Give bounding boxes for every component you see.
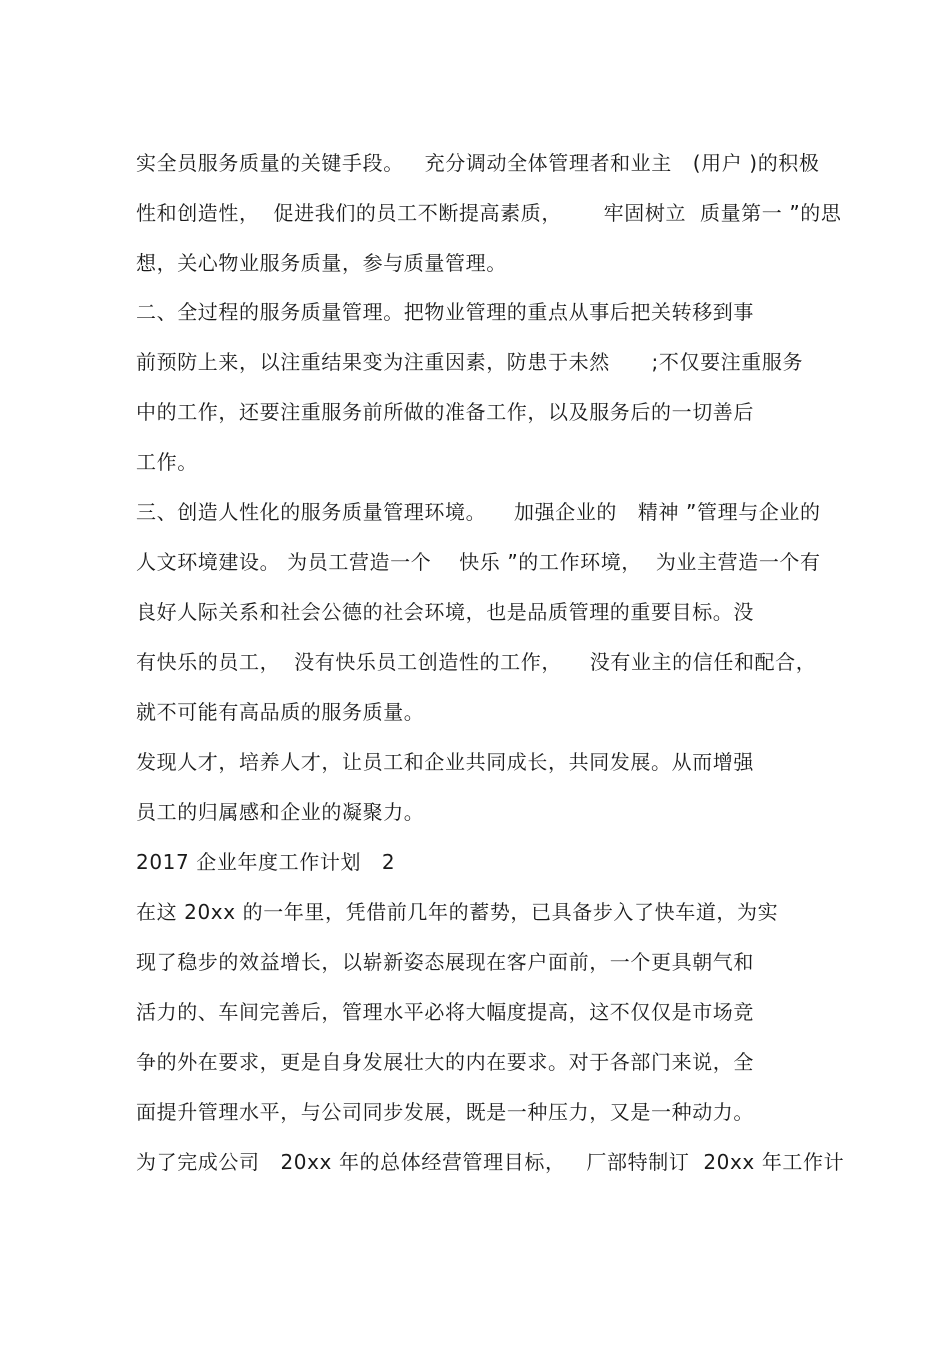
text-line: 员工的归属感和企业的凝聚力。	[136, 800, 425, 824]
text-line: 就不可能有高品质的服务质量。	[136, 700, 425, 724]
text-line: 良好人际关系和社会公德的社会环境，也是品质管理的重要目标。没	[136, 600, 754, 624]
text-line: 活力的、车间完善后，管理水平必将大幅度提高，这不仅仅是市场竞	[136, 1000, 754, 1024]
text-line: 工作。	[136, 450, 198, 474]
text-line: 人文环境建设。 为员工营造一个 快乐 ”的工作环境， 为业主营造一个有	[136, 550, 821, 574]
text-line: 二、全过程的服务质量管理。把物业管理的重点从事后把关转移到事	[136, 300, 754, 324]
text-line: 实全员服务质量的关键手段。 充分调动全体管理者和业主 (用户 )的积极	[136, 151, 820, 175]
text-line: 想，关心物业服务质量，参与质量管理。	[136, 251, 507, 275]
text-line: 三、创造人性化的服务质量管理环境。 加强企业的 精神 ”管理与企业的	[136, 500, 821, 524]
text-line: 前预防上来，以注重结果变为注重因素，防患于未然 ;不仅要注重服务	[136, 350, 804, 374]
text-line: 争的外在要求，更是自身发展壮大的内在要求。对于各部门来说，全	[136, 1050, 754, 1074]
text-line: 中的工作，还要注重服务前所做的准备工作，以及服务后的一切善后	[136, 400, 754, 424]
text-line: 现了稳步的效益增长，以崭新姿态展现在客户面前，一个更具朝气和	[136, 950, 754, 974]
text-line: 性和创造性， 促进我们的员工不断提高素质， 牢固树立 质量第一 ”的思	[136, 201, 842, 225]
text-line: 面提升管理水平，与公司同步发展，既是一种压力，又是一种动力。	[136, 1100, 754, 1124]
section-heading: 2017 企业年度工作计划 2	[136, 850, 396, 874]
text-line: 为了完成公司 20xx 年的总体经营管理目标， 厂部特制订 20xx 年工作计	[136, 1150, 845, 1174]
text-line: 发现人才，培养人才，让员工和企业共同成长，共同发展。从而增强	[136, 750, 754, 774]
text-line: 在这 20xx 的一年里，凭借前几年的蓄势，已具备步入了快车道，为实	[136, 900, 779, 924]
text-line: 有快乐的员工， 没有快乐员工创造性的工作， 没有业主的信任和配合，	[136, 650, 817, 674]
